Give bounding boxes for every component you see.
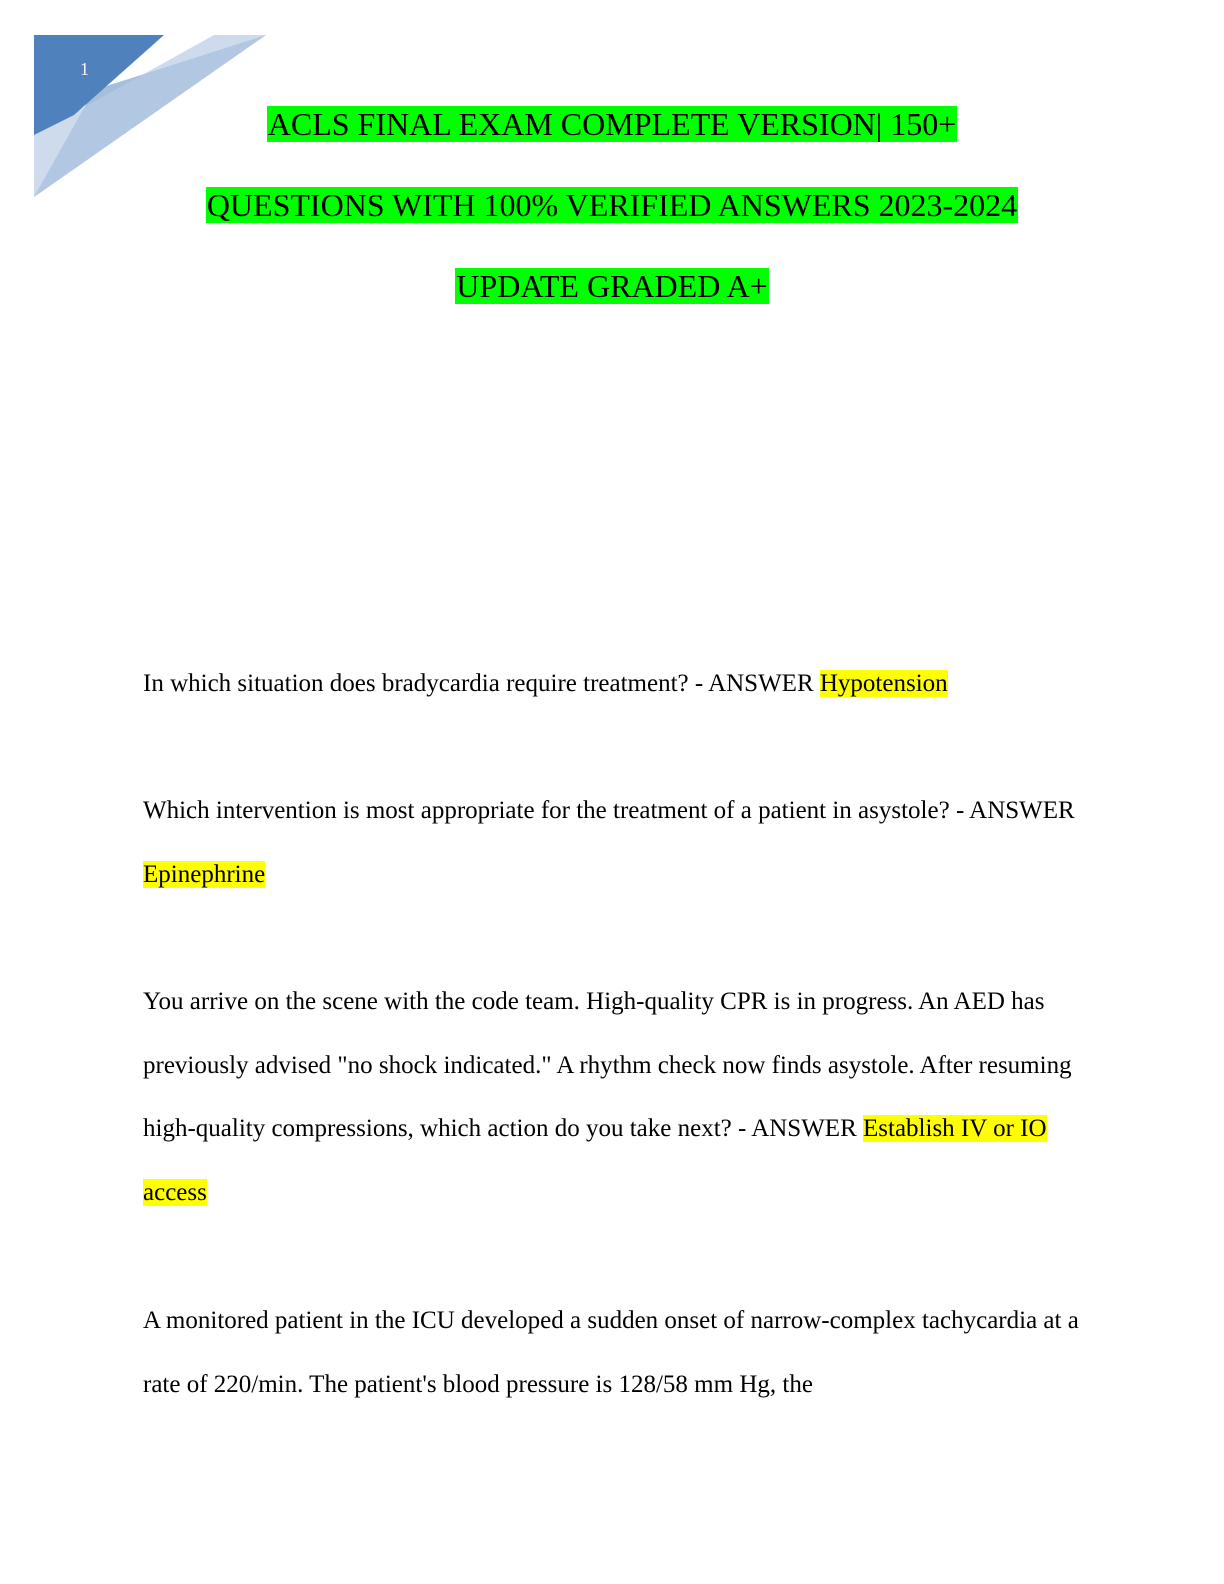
- title-text-2: QUESTIONS WITH 100% VERIFIED ANSWERS 2023-2024: [206, 187, 1018, 223]
- title-line-2: [0, 185, 1224, 225]
- title-line-1: [0, 104, 1224, 144]
- qa-item: [143, 1289, 1083, 1416]
- page-number: 1: [80, 59, 89, 79]
- title-text-1: ACLS FINAL EXAM COMPLETE VERSION| 150+: [267, 106, 957, 142]
- qa-item: [143, 970, 1083, 1224]
- question-text: A monitored patient in the ICU developed a sudden onset of narrow-complex tachycardia at a rate of 220/min. The patient's blood pressure is 128/58 mm Hg, the: [143, 1307, 1079, 1398]
- answer-text: Hypotension: [819, 670, 948, 697]
- title-line-3: [0, 266, 1224, 306]
- question-text: Which intervention is most appropriate for the treatment of a patient in asystole? - ANSWER: [143, 797, 1075, 824]
- qa-item: [143, 652, 1083, 716]
- title-text-3: UPDATE GRADED A+: [456, 268, 768, 304]
- qa-item: [143, 779, 1083, 906]
- answer-text: Epinephrine: [143, 860, 266, 888]
- answer-text: Establish IV or IO access: [143, 1115, 1047, 1206]
- question-text: In which situation does bradycardia require treatment? - ANSWER: [143, 670, 820, 697]
- question-text: You arrive on the scene with the code team. High-quality CPR is in progress. An AED has previously advised "no shock indicated." A rhythm check now finds asystole. After resuming high-quality compressions, which action do you take next? - ANSWER: [143, 988, 1072, 1143]
